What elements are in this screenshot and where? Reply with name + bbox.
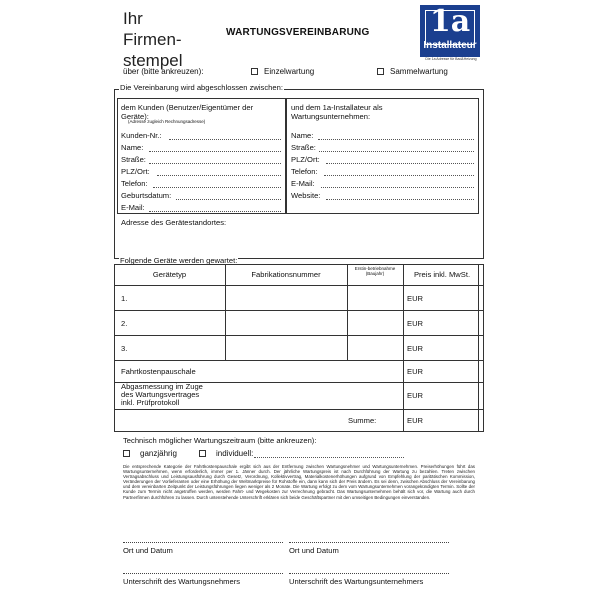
signature-line-customer[interactable] bbox=[123, 573, 283, 574]
contract-type-label: über (bitte ankreuzen): bbox=[123, 67, 204, 76]
device-row-number: 2. bbox=[121, 319, 128, 328]
individual-period-field[interactable] bbox=[254, 457, 404, 458]
price-currency: EUR bbox=[407, 319, 424, 328]
customer-name-field[interactable] bbox=[149, 151, 281, 152]
signature-label-customer: Unterschrift des Wartungsnehmers bbox=[123, 577, 241, 586]
checkbox-icon[interactable] bbox=[199, 450, 206, 457]
stamp-line: Ihr bbox=[123, 9, 143, 28]
column-header-serial-number: Fabrikationsnummer bbox=[251, 270, 321, 279]
company-field-label: Website: bbox=[291, 191, 321, 200]
stamp-line: Firmen- bbox=[123, 30, 182, 49]
price-currency: EUR bbox=[407, 391, 424, 400]
option-sammelwartung[interactable]: Sammelwartung bbox=[377, 67, 448, 76]
period-label: Technisch möglicher Wartungszeitraum (bitte ankreuzen): bbox=[123, 436, 317, 445]
logo-tagline: Die 1a Adresse für Bad&Heizung bbox=[425, 57, 477, 61]
device-row-number: 1. bbox=[121, 294, 128, 303]
place-date-label: Ort und Datum bbox=[123, 546, 173, 555]
sum-label: Summe: bbox=[348, 416, 377, 425]
column-header-price: Preis inkl. MwSt. bbox=[413, 270, 471, 279]
option-einzelwartung[interactable]: Einzelwartung bbox=[251, 67, 314, 76]
company-field-label: E-Mail: bbox=[291, 179, 315, 188]
checkbox-icon[interactable] bbox=[377, 68, 384, 75]
place-date-label: Ort und Datum bbox=[289, 546, 339, 555]
price-currency: EUR bbox=[407, 367, 424, 376]
travel-fee-label: Fahrtkostenpauschale bbox=[121, 367, 196, 376]
company-heading: und dem 1a-Installateur als Wartungsunternehmen: bbox=[291, 103, 383, 121]
checkbox-icon[interactable] bbox=[251, 68, 258, 75]
checkbox-icon[interactable] bbox=[123, 450, 130, 457]
parties-section-title: Die Vereinbarung wird abgeschlossen zwischen: bbox=[120, 83, 283, 92]
logo-mark: 1a bbox=[429, 4, 471, 39]
place-date-line-company[interactable] bbox=[289, 542, 449, 543]
customer-field-label: Name: bbox=[121, 143, 144, 152]
company-field-label: Straße: bbox=[291, 143, 316, 152]
signature-line-company[interactable] bbox=[289, 573, 449, 574]
company-name-field[interactable] bbox=[318, 139, 474, 140]
signature-label-company: Unterschrift des Wartungsunternehmers bbox=[289, 577, 424, 586]
company-stamp-area bbox=[123, 8, 183, 71]
company-website-field[interactable] bbox=[326, 199, 474, 200]
company-zip-city-field[interactable] bbox=[326, 163, 474, 164]
customer-field-label: PLZ/Ort: bbox=[121, 167, 150, 176]
logo-word: Installateur bbox=[423, 40, 477, 51]
customer-heading: dem Kunden (Benutzer/Eigentümer der Geräte): bbox=[121, 103, 254, 121]
customer-zip-city-field[interactable] bbox=[157, 175, 281, 176]
customer-street-field[interactable] bbox=[149, 163, 281, 164]
customer-birthdate-field[interactable] bbox=[176, 199, 281, 200]
place-date-line-customer[interactable] bbox=[123, 542, 283, 543]
exhaust-measurement-label: Abgasmessung im Zuge des Wartungsvertrages inkl. Prüfprotokoll bbox=[121, 382, 203, 407]
terms-paragraph: Die entsprechende Kategorie der Fahrtkostenpauschale ergibt sich aus der Entfernung zwischen Wartungsnehmer und Wartungsunternehmen. Preiserhöhungen führt das Wartungsunternehmen, wenn erforderlich, immer per 1. Jänner durch. Der jährliche Wartungspreis ist nach Durchführung der Wartung zu bezahlen. Treten zwischen Vertragsabschluss und Leistungsausführung durch Gesetz, Verordnung, Kollektivvertrag, Materialkostenerhöhungen aufgrund von Empfehlung der paritätischen Kommission, Veränderungen der Vorlieferanten oder eine Erhöhung der Weltmarktpreise für Rohstoffe ein, dann kann sich der Preis ändern. Es sei denn, zwischen Abschluss der Vereinbarung und dem vereinbarten Zeitpunkt der Leistungsführungen liegen weniger als 2 Monate. Die Wartung erfolgt zu dem vom Wartungsunternehmen vorangekündigten Termin. Sollte der Kunde zum Termin nicht angetroffen werden, werden Fahrt- und Wegekosten zur Verrechnung gebracht. Das Wartungsunternehmen behält sich vor, die Wartung auch durch Partnerfirmen durchführen zu lassen. Durch untenstehende Unterschrift erklären sich beide Geschäftspartner mit den umseitigen Bedingungen einverstanden. bbox=[123, 464, 475, 500]
price-currency: EUR bbox=[407, 416, 424, 425]
column-header-commissioning: Erstin-betriebnahme (Baujahr) bbox=[354, 266, 396, 276]
device-location-label: Adresse des Gerätestandortes: bbox=[121, 218, 227, 227]
option-individuell[interactable]: individuell: bbox=[199, 449, 253, 458]
company-street-field[interactable] bbox=[319, 151, 474, 152]
customer-phone-field[interactable] bbox=[153, 187, 281, 188]
company-phone-field[interactable] bbox=[324, 175, 474, 176]
option-ganzjaehrig[interactable]: ganzjährig bbox=[123, 449, 177, 458]
devices-section-title: Folgende Geräte werden gewartet: bbox=[120, 256, 238, 265]
form-title: WARTUNGSVEREINBARUNG bbox=[226, 27, 370, 38]
price-currency: EUR bbox=[407, 294, 424, 303]
customer-address-note: (Adresse zugleich Rechnungsadresse) bbox=[128, 119, 206, 124]
company-email-field[interactable] bbox=[321, 187, 474, 188]
customer-field-label: Straße: bbox=[121, 155, 146, 164]
form-sheet bbox=[111, 0, 488, 600]
customer-field-label: E-Mail: bbox=[121, 203, 145, 212]
installateur-logo bbox=[420, 5, 480, 57]
customer-email-field[interactable] bbox=[149, 211, 281, 212]
company-field-label: Name: bbox=[291, 131, 314, 140]
stamp-line: stempel bbox=[123, 51, 183, 70]
customer-number-field[interactable] bbox=[169, 139, 281, 140]
customer-field-label: Kunden-Nr.: bbox=[121, 131, 162, 140]
device-row-number: 3. bbox=[121, 344, 128, 353]
column-header-device-type: Gerätetyp bbox=[152, 270, 187, 279]
customer-field-label: Geburtsdatum: bbox=[121, 191, 172, 200]
price-currency: EUR bbox=[407, 344, 424, 353]
customer-field-label: Telefon: bbox=[121, 179, 148, 188]
company-field-label: PLZ/Ort: bbox=[291, 155, 320, 164]
company-field-label: Telefon: bbox=[291, 167, 318, 176]
device-location-field[interactable] bbox=[117, 230, 479, 254]
